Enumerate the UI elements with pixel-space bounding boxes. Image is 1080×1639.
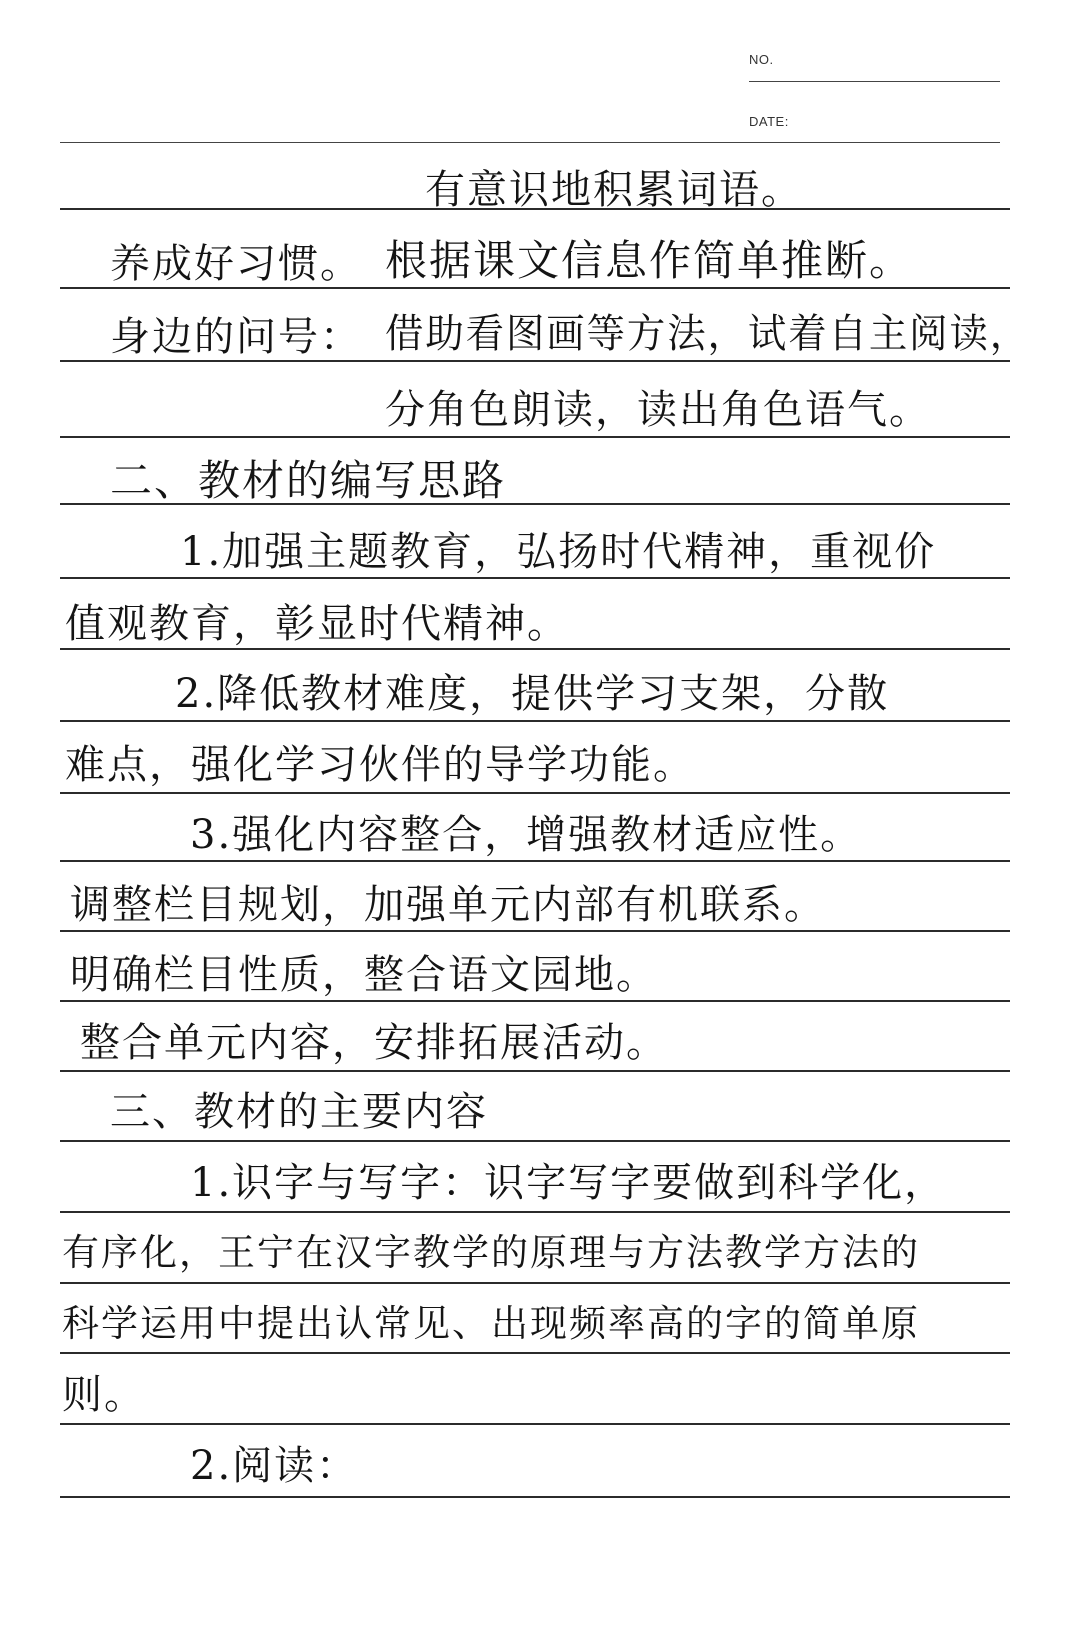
item-2b: 难点，强化学习伙伴的导学功能。 — [65, 742, 695, 788]
item-3d: 整合单元内容，安排拓展活动。 — [80, 1020, 668, 1066]
date-rule — [60, 142, 1000, 143]
item-3c: 明确栏目性质，整合语文园地。 — [70, 952, 658, 998]
no-label: NO. — [749, 52, 774, 67]
ruled-line — [60, 1352, 1010, 1354]
content-1c: 科学运用中提出认常见、出现频率高的字的简单原 — [62, 1302, 920, 1345]
ruled-line — [60, 1000, 1010, 1002]
ruled-line — [60, 930, 1010, 932]
ruled-line — [60, 792, 1010, 794]
date-label: DATE: — [749, 114, 789, 129]
ruled-line — [60, 1496, 1010, 1498]
content-1d: 则。 — [62, 1372, 146, 1418]
ruled-line — [60, 577, 1010, 579]
content-1b: 有序化，王宁在汉字教学的原理与方法教学方法的 — [62, 1231, 920, 1274]
note-line-2-label: 养成好习惯。 — [110, 241, 362, 287]
section-2-title: 二、教材的编写思路 — [110, 456, 507, 505]
item-3a: 3.强化内容整合，增强教材适应性。 — [190, 812, 863, 858]
note-line-1: 有意识地积累词语。 — [425, 167, 803, 213]
ruled-line — [60, 860, 1010, 862]
note-line-3-text: 借助看图画等方法，试着自主阅读， — [385, 311, 1031, 357]
ruled-line — [60, 1423, 1010, 1425]
content-2: 2.阅读： — [190, 1443, 359, 1489]
section-3-title: 三、教材的主要内容 — [110, 1089, 488, 1135]
item-2a: 2.降低教材难度，提供学习支架，分散 — [175, 671, 890, 717]
no-rule — [749, 81, 1000, 82]
note-line-3-label: 身边的问号： — [110, 314, 362, 360]
note-line-2-text: 根据课文信息作简单推断。 — [385, 236, 914, 285]
note-line-4: 分角色朗读，读出角色语气。 — [385, 387, 931, 433]
ruled-line — [60, 1140, 1010, 1142]
ruled-line — [60, 287, 1010, 289]
ruled-line — [60, 648, 1010, 650]
content-1a: 1.识字与写字：识字写字要做到科学化， — [190, 1160, 947, 1206]
ruled-line — [60, 1211, 1010, 1213]
item-1a: 1.加强主题教育，弘扬时代精神，重视价 — [180, 529, 937, 575]
ruled-line — [60, 360, 1010, 362]
item-3b: 调整栏目规划，加强单元内部有机联系。 — [70, 882, 826, 928]
ruled-line — [60, 720, 1010, 722]
item-1b: 值观教育，彰显时代精神。 — [65, 601, 569, 647]
ruled-line — [60, 436, 1010, 438]
ruled-line — [60, 1070, 1010, 1072]
ruled-line — [60, 1282, 1010, 1284]
